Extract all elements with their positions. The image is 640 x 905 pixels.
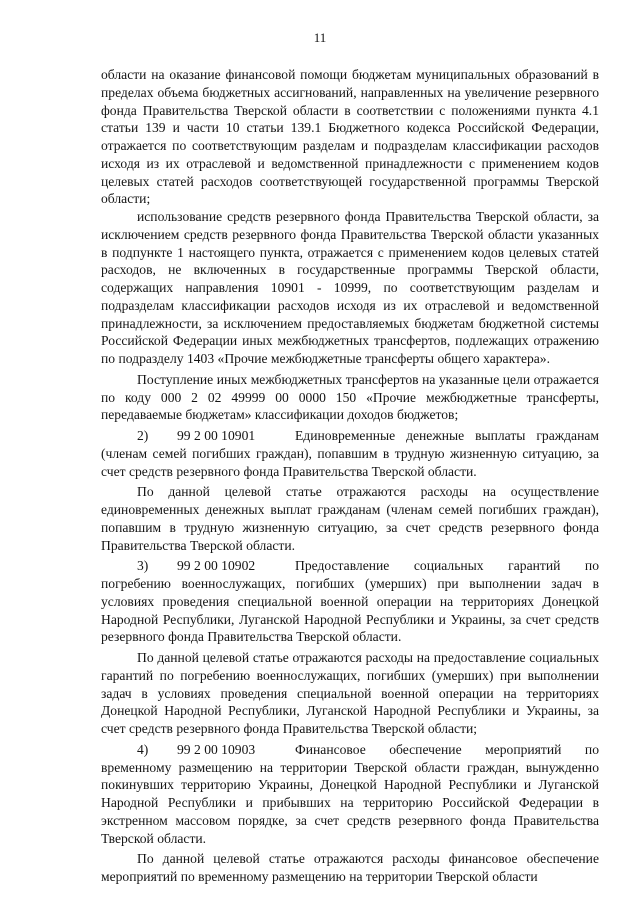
target-article-title-start: Финансовое обеспечение мероприятий по: [295, 741, 599, 757]
document-body: [101, 66, 599, 886]
paragraph-transfers-income: Поступление иных межбюджетных трансфертов на указанные цели отражается по коду 000 2 02 49999 00 0000 150 «Прочие межбюджетные трансферты, передаваемые бюджетам» классификации доходов бюджетов;: [101, 371, 599, 423]
paragraph-item-4-description: По данной целевой статье отражаются расходы финансовое обеспечение мероприятий по временному размещению на территории Тверской области: [101, 851, 599, 884]
list-item-3-heading: [101, 557, 599, 575]
target-article-title-start: Предоставление социальных гарантий по: [295, 558, 599, 574]
target-article-title-rest: временному размещению на территории Тверской области граждан, вынужденно покинувших территорию Украины, Донецкой Народной Республики и Луганской Народной Республики и прибывших на территорию Российской Федерации в экстренном массовом порядке, за счет средств резервного фонда Правительства Тверской области.: [101, 759, 599, 846]
paragraph-item-2-description: По данной целевой статье отражаются расходы на осуществление единовременных денежных выплат гражданам (членам семей погибших граждан), попавшим в трудную жизненную ситуацию, за счет средств резервного фонда Правительства Тверской области.: [101, 484, 599, 553]
page-number: 11: [313, 30, 327, 45]
list-item-number: 4): [137, 741, 149, 757]
list-item-4-heading: [101, 741, 599, 759]
target-article-code: 99 2 00 10901: [177, 428, 256, 443]
target-article-code: 99 2 00 10903: [177, 741, 256, 757]
list-item-number: 2): [137, 428, 149, 443]
target-article-code: 99 2 00 10902: [177, 558, 256, 574]
paragraph-reserve-fund-usage: использование средств резервного фонда Правительства Тверской области, за исключением средств резервного фонда Правительства Тверской области указанных в подпункте 1 настоящего пункта, отражается с применением кодов целевых статей расходов, не включенных в государственные программы Тверской области, содержащих направления 10901 - 10999, по соответствующим разделам и подразделам классификации расходов исходя из их отраслевой и ведомственной принадлежности, за исключением предоставляемых бюджетам бюджетной системы Российской Федерации иных межбюджетных трансфертов, подлежащих отражению по подразделу 1403 «Прочие межбюджетные трансферты общего характера».: [101, 209, 599, 366]
paragraph-item-3-description: По данной целевой статье отражаются расходы на предоставление социальных гарантий по погребению военнослужащих, погибших (умерших) при выполнении задач в условиях проведения специальной военной операции на территориях Донецкой Народной Республики, Луганской Народной Республики и Украины, за счет средств резервного фонда Правительства Тверской области;: [101, 650, 599, 736]
target-article-title-rest: (членам семей погибших граждан), попавшим в трудную жизненную ситуацию, за счет средств резервного фонда Правительства Тверской области.: [101, 445, 599, 479]
target-article-title-rest: погребению военнослужащих, погибших (умерших) при выполнении задач в условиях проведения специальной военной операции на территориях Донецкой Народной Республики, Луганской Народной Республики и Украины, за счет средств резервного фонда Правительства Тверской области.: [101, 576, 599, 645]
list-item-2-heading: [101, 427, 599, 445]
target-article-title-start: Единовременные денежные выплаты гражданам: [295, 428, 599, 443]
list-item-number: 3): [137, 558, 149, 574]
paragraph-reserve-fund-municipal: области на оказание финансовой помощи бюджетам муниципальных образований в пределах объема бюджетных ассигнований, направленных на увеличение резервного фонда Правительства Тверской области в соответствии с положениями пункта 4.1 статьи 139 и части 10 статьи 139.1 Бюджетного кодекса Российской Федерации, отражается по соответствующим разделам и подразделам классификации расходов исходя из их отраслевой и ведомственной принадлежности с применением кодов целевых статей расходов соответствующей государственной программы Тверской области;: [101, 67, 599, 207]
